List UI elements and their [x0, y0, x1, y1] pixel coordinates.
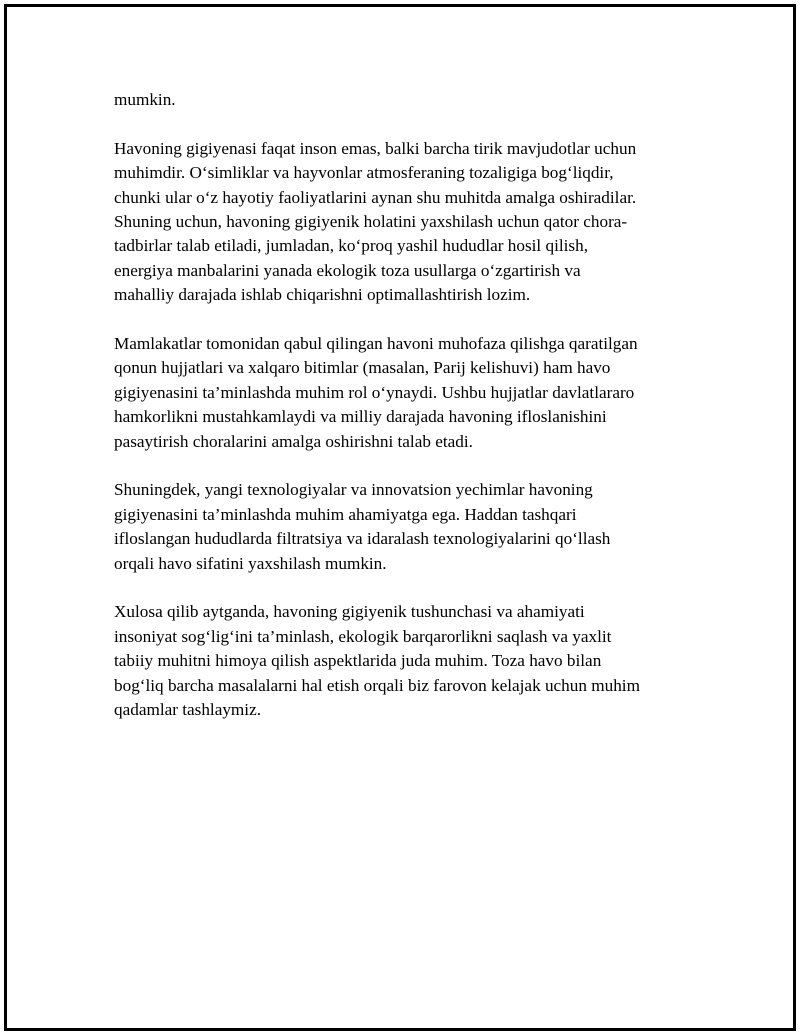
document-body — [114, 88, 694, 747]
paragraph: Shuningdek, yangi texnologiyalar va innovatsion yechimlar havoning gigiyenasini ta’minlashda muhim ahamiyatga ega. Haddan tashqari ifloslangan hududlarda filtratsiya va idaralash texnologiyalarini qo‘llash orqali havo sifatini yaxshilash mumkin. — [114, 480, 611, 573]
paragraph: Xulosa qilib aytganda, havoning gigiyenik tushunchasi va ahamiyati insoniyat sog‘lig‘ini ta’minlash, ekologik barqarorlikni saqlash va yaxlit tabiiy muhitni himoya qilish aspektlarida juda muhim. Toza havo bilan bog‘liq barcha masalalarni hal etish orqali biz farovon kelajak uchun muhim qadamlar tashlaymiz. — [114, 602, 640, 720]
paragraph: Havoning gigiyenasi faqat inson emas, balki barcha tirik mavjudotlar uchun muhimdir. O‘simliklar va hayvonlar atmosferaning tozaligiga bog‘liqdir, chunki ular o‘z hayotiy faoliyatlarini aynan shu muhitda amalga oshiradilar. Shuning uchun, havoning gigiyenik holatini yaxshilash uchun qator chora- tadbirlar talab etiladi, jumladan, ko‘proq yashil hududlar hosil qilish, energiya manbalarini yanada ekologik toza usullarga o‘zgartirish va mahalliy darajada ishlab chiqarishni optimallashtirish lozim. — [114, 138, 637, 305]
paragraph: Mamlakatlar tomonidan qabul qilingan havoni muhofaza qilishga qaratilgan qonun hujjatlari va xalqaro bitimlar (masalan, Parij kelishuvi) ham havo gigiyenasini ta’minlashda muhim rol o‘ynaydi. Ushbu hujjatlar davlatlararo hamkorlikni mustahkamlaydi va milliy darajada havoning ifloslanishini pasaytirish choralarini amalga oshirishni talab etadi. — [114, 334, 638, 451]
paragraph-continuation: mumkin. — [114, 90, 176, 109]
